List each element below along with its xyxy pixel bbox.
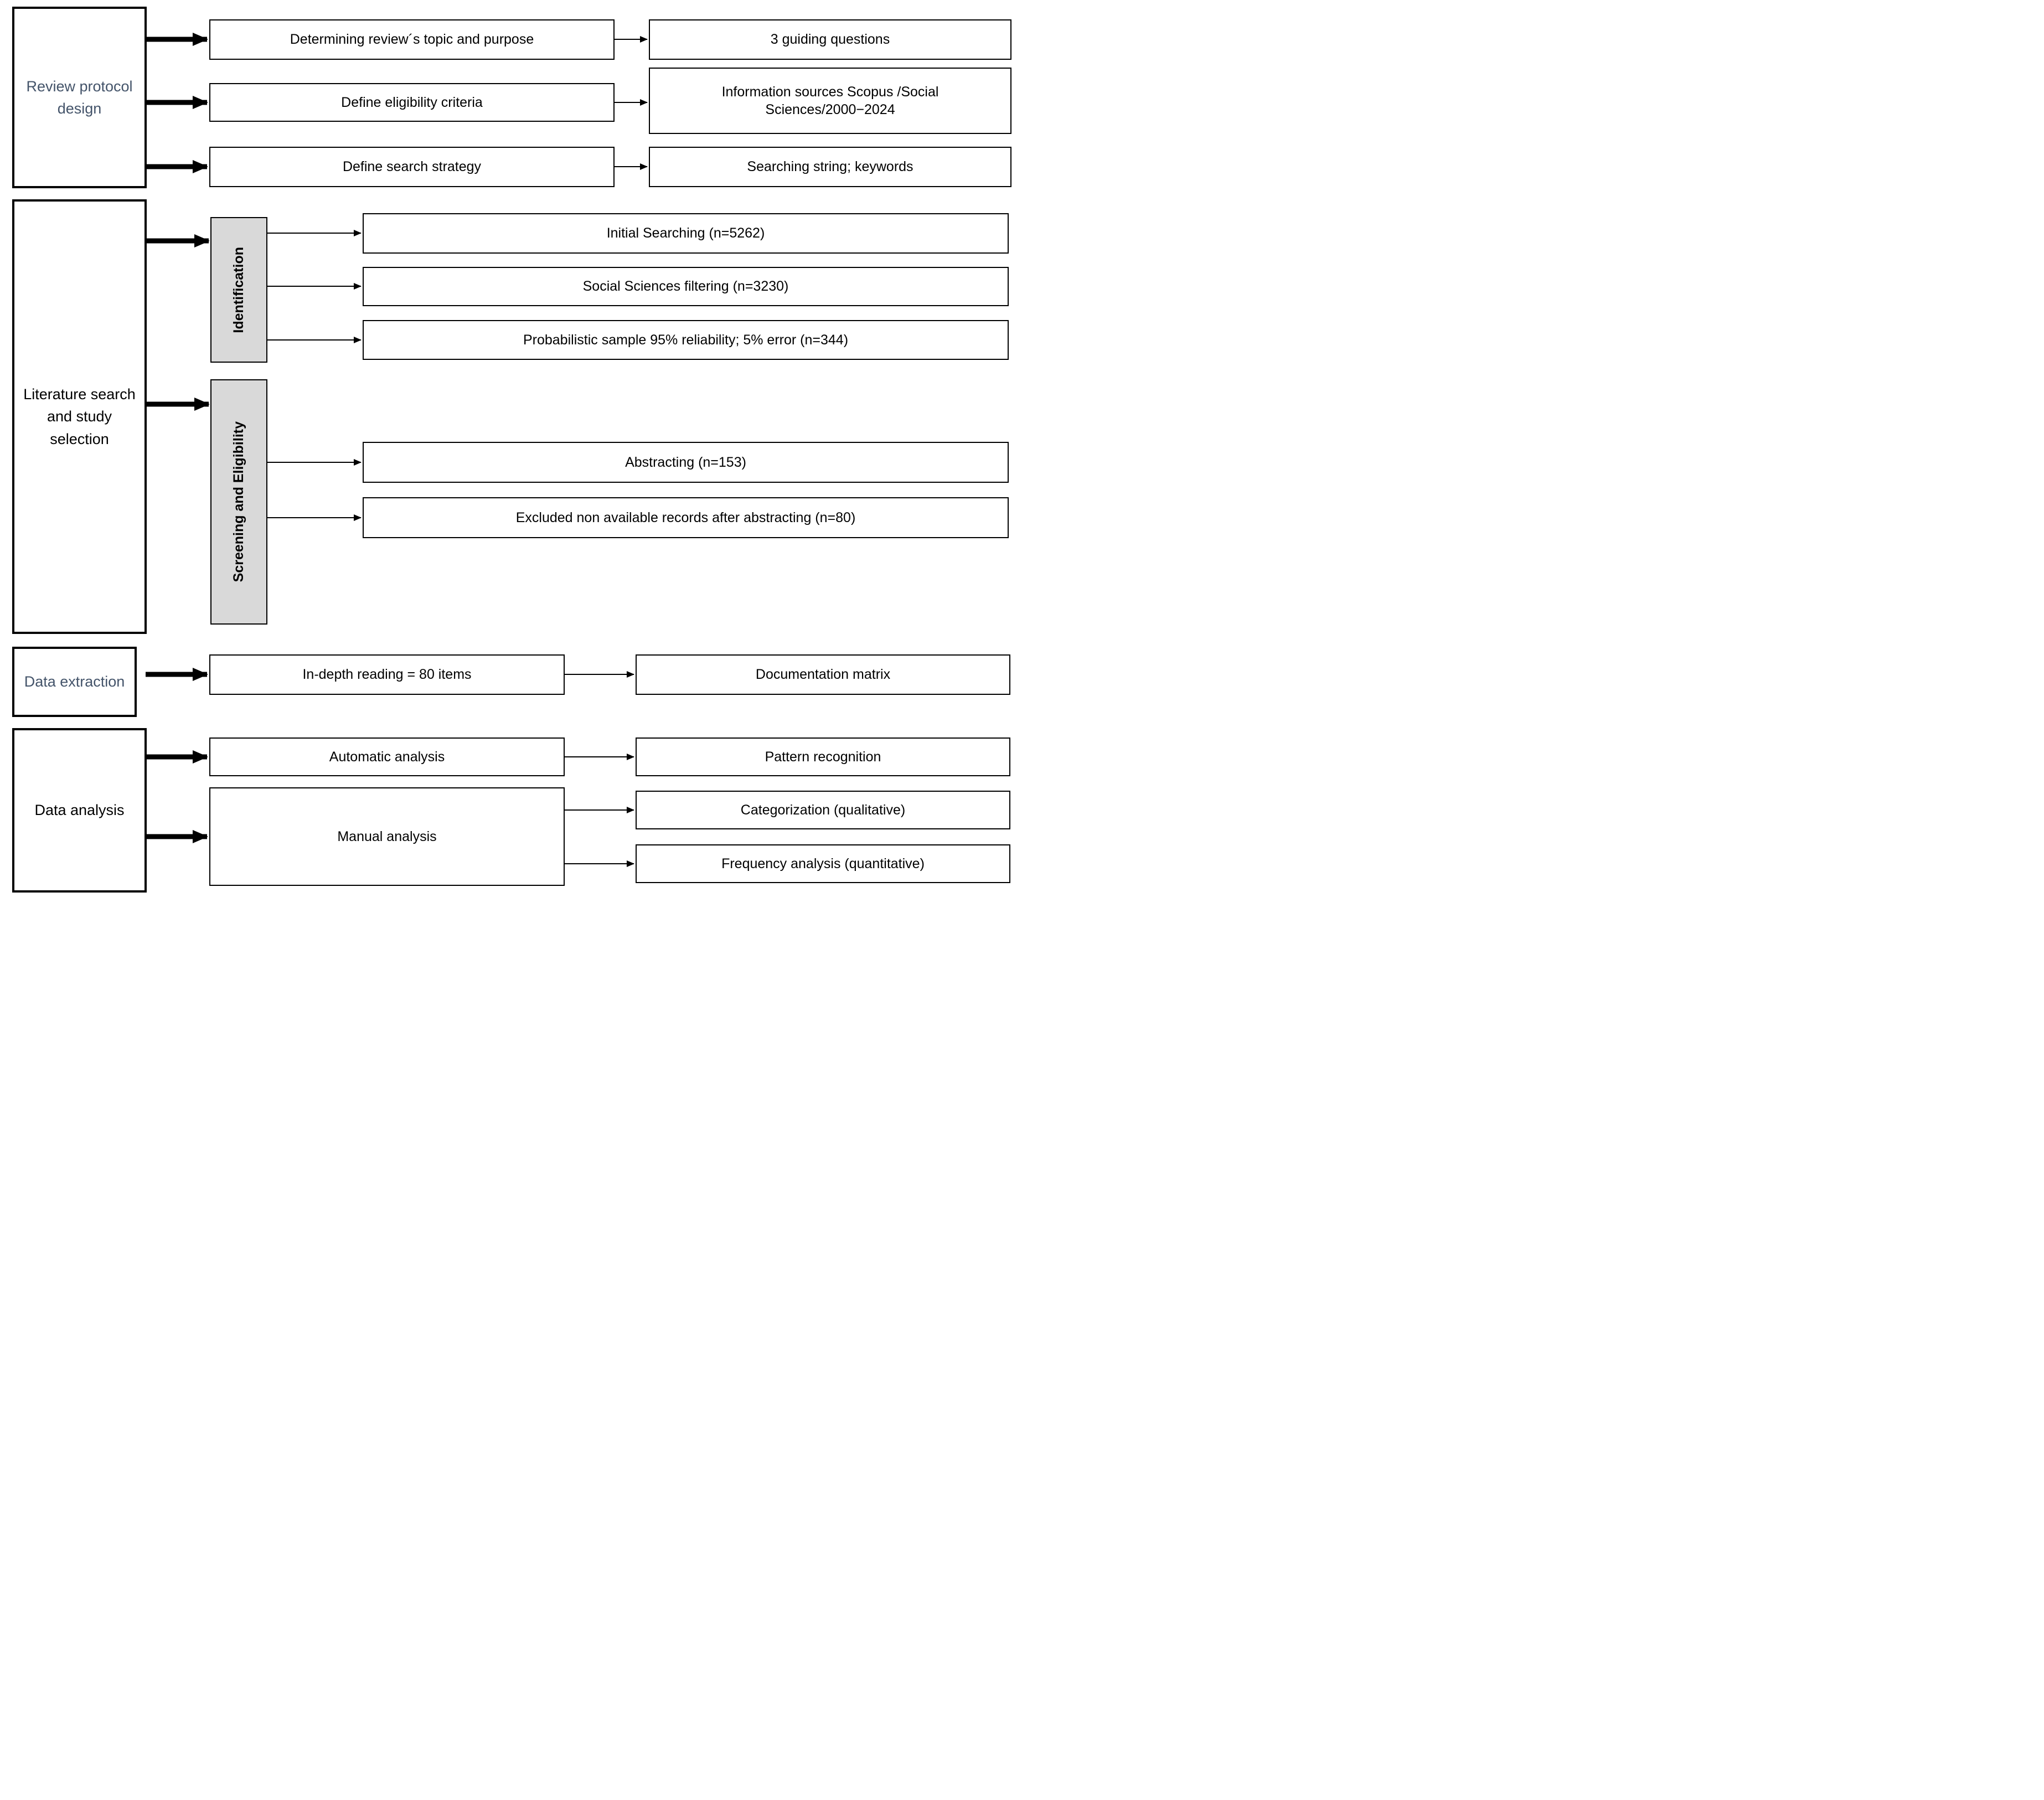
step-automatic-analysis-label: Automatic analysis [329,749,445,765]
step-excluded-records-label: Excluded non available records after abstracting (n=80) [515,509,856,525]
output-information-sources-label: Information sources Scopus /Social Sciences/2000−2024 [721,84,939,117]
output-guiding-questions [649,19,1011,60]
step-initial-searching-label: Initial Searching (n=5262) [606,225,765,241]
step-determining-topic-label: Determining review´s topic and purpose [290,32,534,48]
output-documentation-matrix [636,654,1010,695]
output-pattern-recognition-label: Pattern recognition [765,749,881,765]
output-frequency-analysis [636,844,1010,883]
group-identification-label: Identification [231,246,247,333]
step-excluded-records [363,497,1009,538]
step-automatic-analysis [209,737,565,776]
step-social-sciences-filtering-label: Social Sciences filtering (n=3230) [582,278,789,295]
stage-data-analysis-label: Data analysis [34,802,125,819]
output-categorization-label: Categorization (qualitative) [740,802,906,818]
step-search-strategy-label: Define search strategy [342,159,482,175]
step-probabilistic-sample-label: Probabilistic sample 95% reliability; 5% error (n=344) [523,332,849,348]
output-frequency-analysis-label: Frequency analysis (quantitative) [721,855,925,871]
step-in-depth-reading [209,654,565,695]
output-searching-string [649,147,1011,187]
stage-review-protocol-design-label: Review protocol design [26,78,133,117]
step-abstracting [363,442,1009,483]
stage-literature-search [12,199,147,634]
step-search-strategy [209,147,615,187]
step-manual-analysis [209,787,565,886]
step-probabilistic-sample [363,320,1009,360]
group-identification [210,217,267,363]
stage-literature-search-label: Literature search and study selection [23,385,136,447]
output-searching-string-label: Searching string; keywords [747,159,913,175]
output-categorization [636,791,1010,829]
stage-review-protocol-design [12,7,147,188]
output-documentation-matrix-label: Documentation matrix [755,667,891,683]
group-screening-eligibility [210,379,267,625]
group-screening-eligibility-label: Screening and Eligibility [231,421,247,582]
output-pattern-recognition [636,737,1010,776]
flowchart-canvas [0,0,1022,900]
step-eligibility-criteria-label: Define eligibility criteria [341,94,483,110]
step-eligibility-criteria [209,83,615,122]
step-manual-analysis-label: Manual analysis [337,828,437,844]
step-social-sciences-filtering [363,267,1009,306]
output-information-sources [649,68,1011,134]
step-determining-topic [209,19,615,60]
stage-data-extraction-label: Data extraction [24,673,125,690]
step-initial-searching [363,213,1009,254]
step-in-depth-reading-label: In-depth reading = 80 items [302,667,472,683]
stage-data-extraction [12,647,137,717]
step-abstracting-label: Abstracting (n=153) [625,454,746,470]
stage-data-analysis [12,728,147,893]
output-guiding-questions-label: 3 guiding questions [770,32,890,48]
